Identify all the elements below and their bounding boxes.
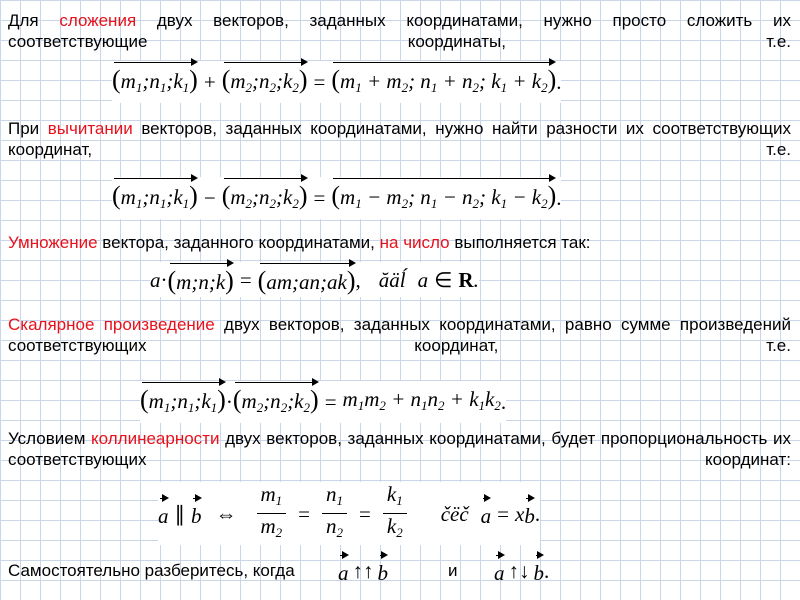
vector-a: a [481,497,492,531]
vector-a: a [158,497,169,531]
vector-difference: ($m_1 - m_2$; $n_1 - n_2$; $k_1 - k_2$) [331,177,556,219]
vector-scaled: (am;an;ak) [258,262,356,297]
scalar-product-formula: $(m_1;n_1;k_1)$ · $(m_2;n_2;k_2)$ = $m_1m_2 + n_1n_2 + k_1k_2$ . [140,381,506,423]
fraction-m: $\frac{m_1}{m_2}$ [257,482,287,545]
multiplication-formula: a · (m;n;k) = (am;an;ak) , ăäĺ a ∈ R . [150,262,479,297]
subtraction-paragraph [8,118,791,160]
collinearity-formula: a ∥ b ⇔ $\frac{m_1}{m_2}$ = $\frac{n_1}{n_2}$ = $\frac{k_1}{k_2}$ čëč a = x b . [158,482,540,545]
term-scalar-product: Скалярное произведение [8,315,215,334]
fraction-k: $\frac{k_1}{k_2}$ [383,482,407,545]
term-addition: сложения [59,11,137,30]
term-by-number: на число [379,233,450,252]
text: Для [8,11,60,30]
last-line [8,560,295,581]
subtraction-formula: $(m_1;n_1;k_1)$ − $(m_2;n_2;k_2)$ = ($m_1 - m_2$; $n_1 - n_2$; $k_1 - k_2$) . [112,177,561,219]
term-collinearity: коллинеарности [91,429,220,448]
fraction-n: $\frac{n_1}{n_2}$ [322,482,347,545]
vector-2: $(m_2;n_2;k_2)$ [233,381,319,423]
vector: (m;n;k) [168,262,234,297]
addition-paragraph [8,10,791,52]
addition-formula: $(m_1;n_1;k_1)$ + $(m_2;n_2;k_2)$ = ($m_1 + m_2$; $n_1 + n_2$; $k_1 + k_2$) . [112,61,561,103]
condition-word: ăäĺ [378,267,406,292]
vector-sum: ($m_1 + m_2$; $n_1 + n_2$; $k_1 + k_2$) [331,61,556,103]
vector-1: $(m_1;n_1;k_1)$ [112,61,198,103]
vector-a: a [494,554,505,588]
term-subtraction: вычитании [47,119,133,138]
vector-2: $(m_2;n_2;k_2)$ [222,61,308,103]
vector-a: a [338,554,349,588]
text: Условием [8,429,92,448]
text: Самостоятельно разберитесь, когда [8,561,295,580]
vector-b: b [534,554,545,588]
text: вектора, заданного координатами, [97,233,380,252]
scalar-product-paragraph [8,314,791,356]
text: векторов, заданных координатами, нужно найти разности их соответствующих координат, т.е. [8,119,791,159]
text: выполняется так: [449,233,591,252]
condition-word: čëč [440,501,469,526]
vector-b: b [378,554,389,588]
text: двух векторов, заданных координатами, будет пропорциональность их соответствующих координат: [8,429,792,469]
vector-2: $(m_2;n_2;k_2)$ [222,177,308,219]
text: двух векторов, заданных координатами, нужно просто сложить их соответствующие координаты, т.е. [8,11,791,51]
vector-1: $(m_1;n_1;k_1)$ [140,381,226,423]
and-word: и [448,561,458,580]
term-multiplication: Умножение [8,233,98,252]
vector-1: $(m_1;n_1;k_1)$ [112,177,198,219]
vector-b: b [191,497,202,531]
vector-b: b [524,497,535,531]
opposite-formula: a ↑↓ b . [494,554,549,588]
text: При [8,119,48,138]
text: двух векторов, заданных координатами, равно сумме произведений соответствующих координат, т.е. [8,315,792,355]
collinearity-paragraph [8,428,791,470]
codirected-formula: a ↑↑ b [338,554,388,588]
multiplication-paragraph [8,232,791,253]
